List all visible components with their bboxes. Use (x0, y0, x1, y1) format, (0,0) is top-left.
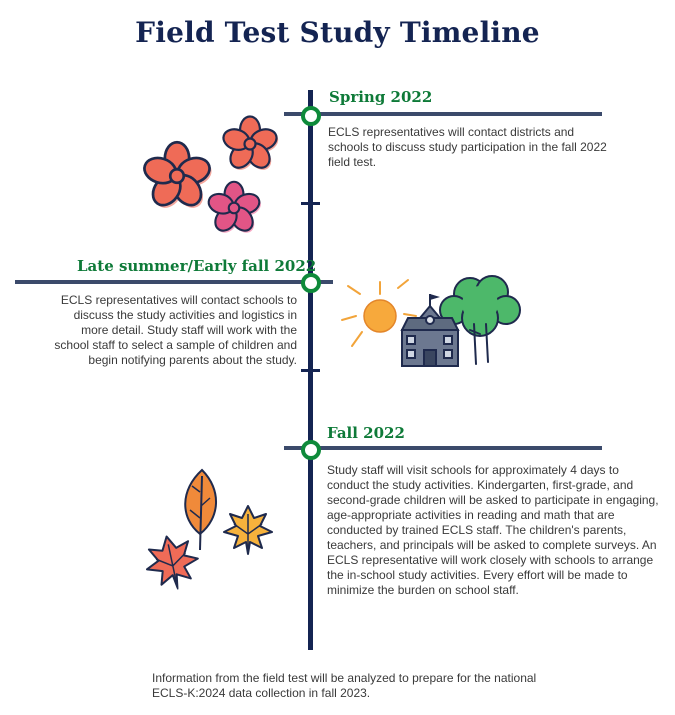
milestone-heading: Spring 2022 (329, 88, 433, 106)
milestone-description: Study staff will visit schools for approximately 4 days to conduct the study activities. Kindergarten, first-grade, and second-grade children will be asked to participate in engaging, age-appropriate activities in reading and math that are conducted by trained ECLS staff. The children's parents, teachers, and principals will be asked to complete surveys. An ECLS representative will work closely with schools to arrange the in-school study activities. Every effort will be made to minimize the burden on school staff. (327, 463, 659, 597)
flowers-icon (130, 110, 290, 240)
sun-school-tree-icon (340, 272, 530, 382)
page-title: Field Test Study Timeline (135, 16, 540, 49)
timeline-tick (301, 369, 320, 372)
milestone-dot (301, 273, 321, 293)
milestone-dot (301, 106, 321, 126)
milestone-rule (284, 112, 602, 116)
milestone-dot (301, 440, 321, 460)
timeline-tick (301, 202, 320, 205)
footer-note: Information from the field test will be analyzed to prepare for the national ECLS-K:2024 data collection in fall 2023. (152, 671, 537, 700)
milestone-description: ECLS representatives will contact districts and schools to discuss study participation in the fall 2022 field test. (328, 125, 607, 169)
milestone-heading: Late summer/Early fall 2022 (77, 257, 317, 275)
milestone-rule (15, 280, 333, 284)
milestone-heading: Fall 2022 (327, 424, 405, 442)
autumn-leaves-icon (140, 462, 290, 592)
milestone-description: ECLS representatives will contact schools to discuss the study activities and logistics in more detail. Study staff will work with the school staff to select a sample of children and begin notifying parents about the study. (54, 293, 297, 367)
milestone-rule (284, 446, 602, 450)
